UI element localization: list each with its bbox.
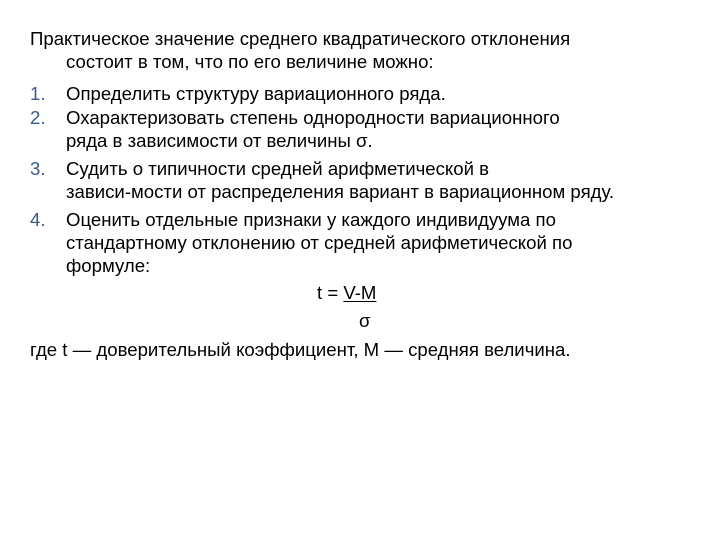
intro-line-2: состоит в том, что по его величине можно: — [66, 51, 434, 72]
formula-denominator: σ — [359, 310, 371, 331]
list-number-4: 4. — [30, 209, 46, 230]
list-item-3-line-2: зависи-мости от распределения вариант в вариационном ряду. — [66, 181, 615, 202]
list-number-3: 3. — [30, 158, 46, 179]
list-item-2-line-2: ряда в зависимости от величины σ. — [66, 130, 373, 151]
formula-numerator: V-M — [343, 282, 377, 303]
list-item-2-line-1: Охарактеризовать степень однородности вариационного — [66, 107, 560, 128]
formula-numerator-line — [317, 282, 376, 304]
list-item-1-line-1: Определить структуру вариационного ряда. — [66, 83, 446, 104]
formula-lhs: t = — [317, 282, 344, 303]
list-item-4-line-2: стандартному отклонению от средней арифметической по — [66, 232, 573, 253]
list-item-4-line-3: формуле: — [66, 255, 151, 276]
list-item-4-line-1: Оценить отдельные признаки у каждого индивидуума по — [66, 209, 556, 230]
footer-text: где t — доверительный коэффициент, M — средняя величина. — [30, 339, 571, 360]
list-item-3-line-1: Судить о типичности средней арифметической в — [66, 158, 490, 179]
intro-line-1: Практическое значение среднего квадратического отклонения — [30, 28, 571, 49]
list-number-2: 2. — [30, 107, 46, 128]
list-number-1: 1. — [30, 83, 46, 104]
